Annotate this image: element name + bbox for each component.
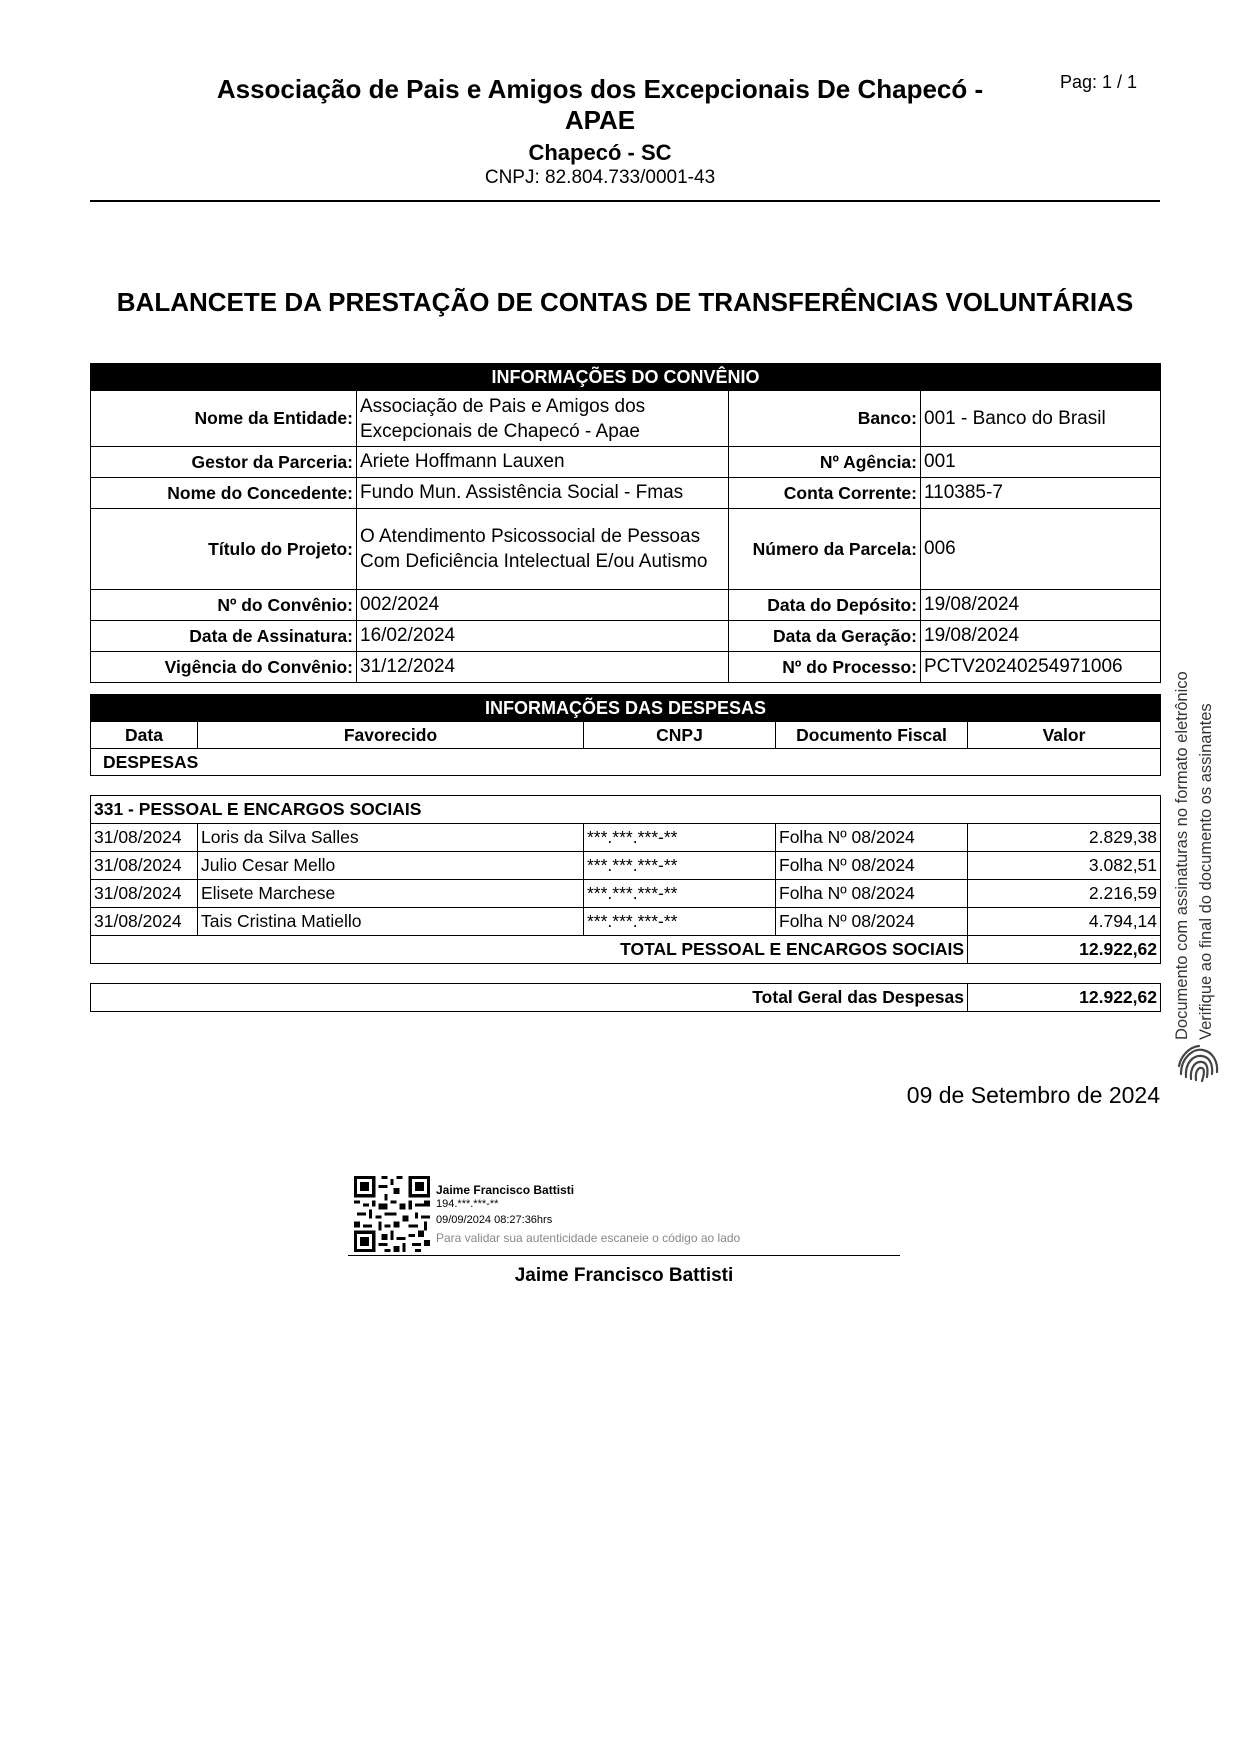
despesas-section-label: DESPESAS [91,749,1161,776]
label-grantor: Nome do Concedente: [91,478,357,509]
side-note-line-2: Verifique ao final do documento os assinantes [1197,703,1215,1040]
value-installment: 006 [921,509,1161,590]
signer-cpf: 194.***.***-** [436,1198,499,1210]
signature-datetime: 09/09/2024 08:27:36hrs [436,1214,553,1226]
document-title: BALANCETE DA PRESTAÇÃO DE CONTAS DE TRANSFERÊNCIAS VOLUNTÁRIAS [116,287,1134,317]
row-favorecido: Elisete Marchese [198,880,584,908]
value-grantor: Fundo Mun. Assistência Social - Fmas [357,478,729,509]
column-header-value: Valor [968,722,1161,749]
row-date: 31/08/2024 [91,852,198,880]
expense-group-title: 331 - PESSOAL E ENCARGOS SOCIAIS [91,796,1161,824]
value-generation-date: 19/08/2024 [921,621,1161,652]
label-entity-name: Nome da Entidade: [91,391,357,447]
value-validity: 31/12/2024 [357,652,729,683]
group-total-value: 12.922,62 [968,936,1161,964]
organization-name: Associação de Pais e Amigos dos Excepcionais De Chapecó - APAE [216,74,984,135]
value-convenio-number: 002/2024 [357,590,729,621]
value-deposit-date: 19/08/2024 [921,590,1161,621]
row-cnpj: ***.***.***-** [584,880,776,908]
label-installment: Número da Parcela: [729,509,921,590]
value-signature-date: 16/02/2024 [357,621,729,652]
column-header-cnpj: CNPJ [584,722,776,749]
row-document: Folha Nº 08/2024 [776,908,968,936]
column-header-date: Data [91,722,198,749]
grand-total-table [90,983,1161,1012]
convenio-info-table [90,363,1161,683]
column-header-favorecido: Favorecido [198,722,584,749]
page-number: Pag: 1 / 1 [1060,72,1138,92]
label-process-number: Nº do Processo: [729,652,921,683]
table-row [91,880,1161,908]
label-validity: Vigência do Convênio: [91,652,357,683]
row-date: 31/08/2024 [91,908,198,936]
grand-total-label: Total Geral das Despesas [91,984,968,1012]
signer-name: Jaime Francisco Battisti [514,1265,734,1286]
row-favorecido: Tais Cristina Matiello [198,908,584,936]
expense-group-table [90,795,1161,964]
value-entity-name: Associação de Pais e Amigos dos Excepcionais de Chapecó - Apae [357,391,729,447]
value-agency: 001 [921,447,1161,478]
document-date: 09 de Setembro de 2024 [906,1082,1160,1108]
qr-code-icon [354,1176,430,1252]
fingerprint-icon [1177,1044,1221,1084]
electronic-signature-note [1170,570,1218,1040]
organization-city: Chapecó - SC [528,140,672,165]
row-value: 2.216,59 [968,880,1161,908]
row-date: 31/08/2024 [91,824,198,852]
header-divider [90,200,1160,202]
label-signature-date: Data de Assinatura: [91,621,357,652]
column-header-document: Documento Fiscal [776,722,968,749]
label-partnership-manager: Gestor da Parceria: [91,447,357,478]
row-document: Folha Nº 08/2024 [776,880,968,908]
signature-line [348,1255,900,1256]
group-total-label: TOTAL PESSOAL E ENCARGOS SOCIAIS [91,936,968,964]
signature-validation-text: Para validar sua autenticidade escaneie o código ao lado [436,1231,741,1245]
table-row [91,824,1161,852]
row-favorecido: Julio Cesar Mello [198,852,584,880]
row-cnpj: ***.***.***-** [584,824,776,852]
row-favorecido: Loris da Silva Salles [198,824,584,852]
table-row [91,908,1161,936]
value-partnership-manager: Ariete Hoffmann Lauxen [357,447,729,478]
label-project-title: Título do Projeto: [91,509,357,590]
label-convenio-number: Nº do Convênio: [91,590,357,621]
row-value: 2.829,38 [968,824,1161,852]
row-document: Folha Nº 08/2024 [776,824,968,852]
despesas-header-table [90,694,1161,776]
row-cnpj: ***.***.***-** [584,852,776,880]
label-account: Conta Corrente: [729,478,921,509]
label-deposit-date: Data do Depósito: [729,590,921,621]
label-generation-date: Data da Geração: [729,621,921,652]
value-bank: 001 - Banco do Brasil [921,391,1161,447]
value-project-title: O Atendimento Psicossocial de Pessoas Com Deficiência Intelectual E/ou Autismo [357,509,729,590]
despesas-heading: INFORMAÇÕES DAS DESPESAS [91,695,1161,722]
row-cnpj: ***.***.***-** [584,908,776,936]
row-value: 4.794,14 [968,908,1161,936]
label-bank: Banco: [729,391,921,447]
row-value: 3.082,51 [968,852,1161,880]
label-agency: Nº Agência: [729,447,921,478]
organization-cnpj: CNPJ: 82.804.733/0001-43 [484,167,716,188]
row-date: 31/08/2024 [91,880,198,908]
value-process-number: PCTV20240254971006 [921,652,1161,683]
convenio-heading: INFORMAÇÕES DO CONVÊNIO [91,364,1161,391]
signer-name-small: Jaime Francisco Battisti [436,1183,575,1197]
table-row [91,852,1161,880]
grand-total-value: 12.922,62 [968,984,1161,1012]
row-document: Folha Nº 08/2024 [776,852,968,880]
side-note-line-1: Documento com assinaturas no formato eletrônico [1173,671,1191,1040]
value-account: 110385-7 [921,478,1161,509]
